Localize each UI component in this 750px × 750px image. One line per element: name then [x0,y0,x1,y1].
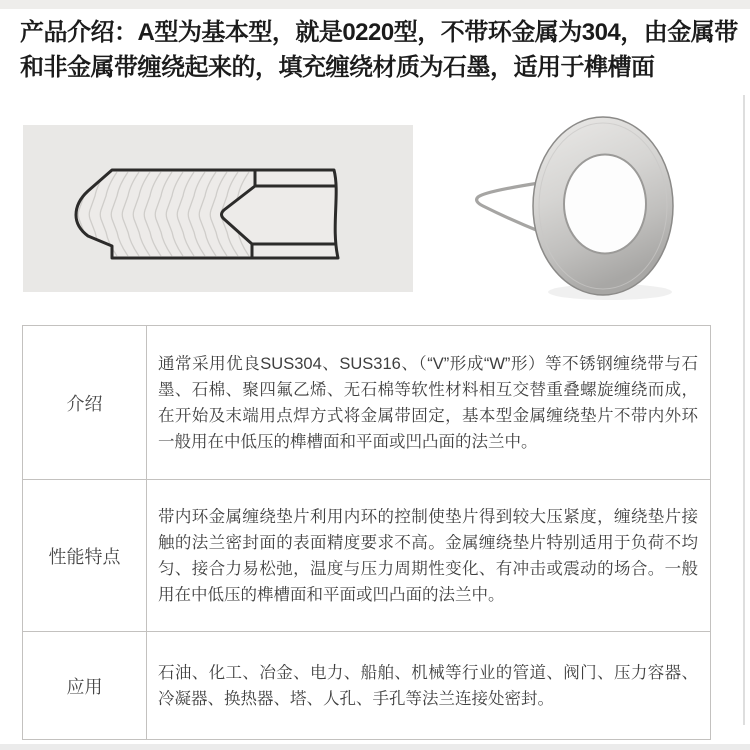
row-label: 介绍 [23,326,147,479]
product-intro-heading: 产品介绍：A型为基本型，就是0220型，不带环金属为304，由金属带和非金属带缠绕起来的，填充缠绕材质为石墨，适用于榫槽面 [20,19,738,81]
right-edge-line [743,95,745,725]
row-content-text: 石油、化工、冶金、电力、船舶、机械等行业的管道、阀门、压力容器、冷凝器、换热器、塔、人孔、手孔等法兰连接处密封。 [158,663,698,708]
gasket-wire-tail [477,183,541,232]
diagram-panel [23,125,413,292]
table-row [23,326,710,479]
row-label: 性能特点 [23,480,147,631]
table-row [23,631,710,739]
row-label: 应用 [23,632,147,739]
gasket-ring-hole [564,155,646,254]
row-content [147,480,710,631]
top-strip [0,0,750,9]
photo-wrap [465,105,710,305]
spec-table [22,325,711,740]
bottom-strip [0,744,750,750]
gasket-cross-section-diagram [23,125,413,292]
row-content-text: 通常采用优良SUS304、SUS316、（“V”形成“W”形）等不锈钢缠绕带与石墨、石棉、聚四氟乙烯、无石棉等软性材料相互交替重叠螺旋缠绕而成，在开始及末端用点焊方式将金属带固定，基本型金属缠绕垫片不带内外环一般用在中低压的榫槽面和平面或凹凸面的法兰中。 [158,354,698,451]
table-row [23,479,710,631]
spiral-wound-gasket-photo [465,105,710,305]
row-content [147,632,710,739]
row-content-text: 带内环金属缠绕垫片利用内环的控制使垫片得到较大压紧度，缠绕垫片接触的法兰密封面的表面精度要求不高。金属缠绕垫片特别适用于负荷不均匀、接合力易松弛，温度与压力周期性变化、有冲击或震动的场合。一般用在中低压的榫槽面和平面或凹凸面的法兰中。 [158,507,698,604]
row-content [147,326,710,479]
